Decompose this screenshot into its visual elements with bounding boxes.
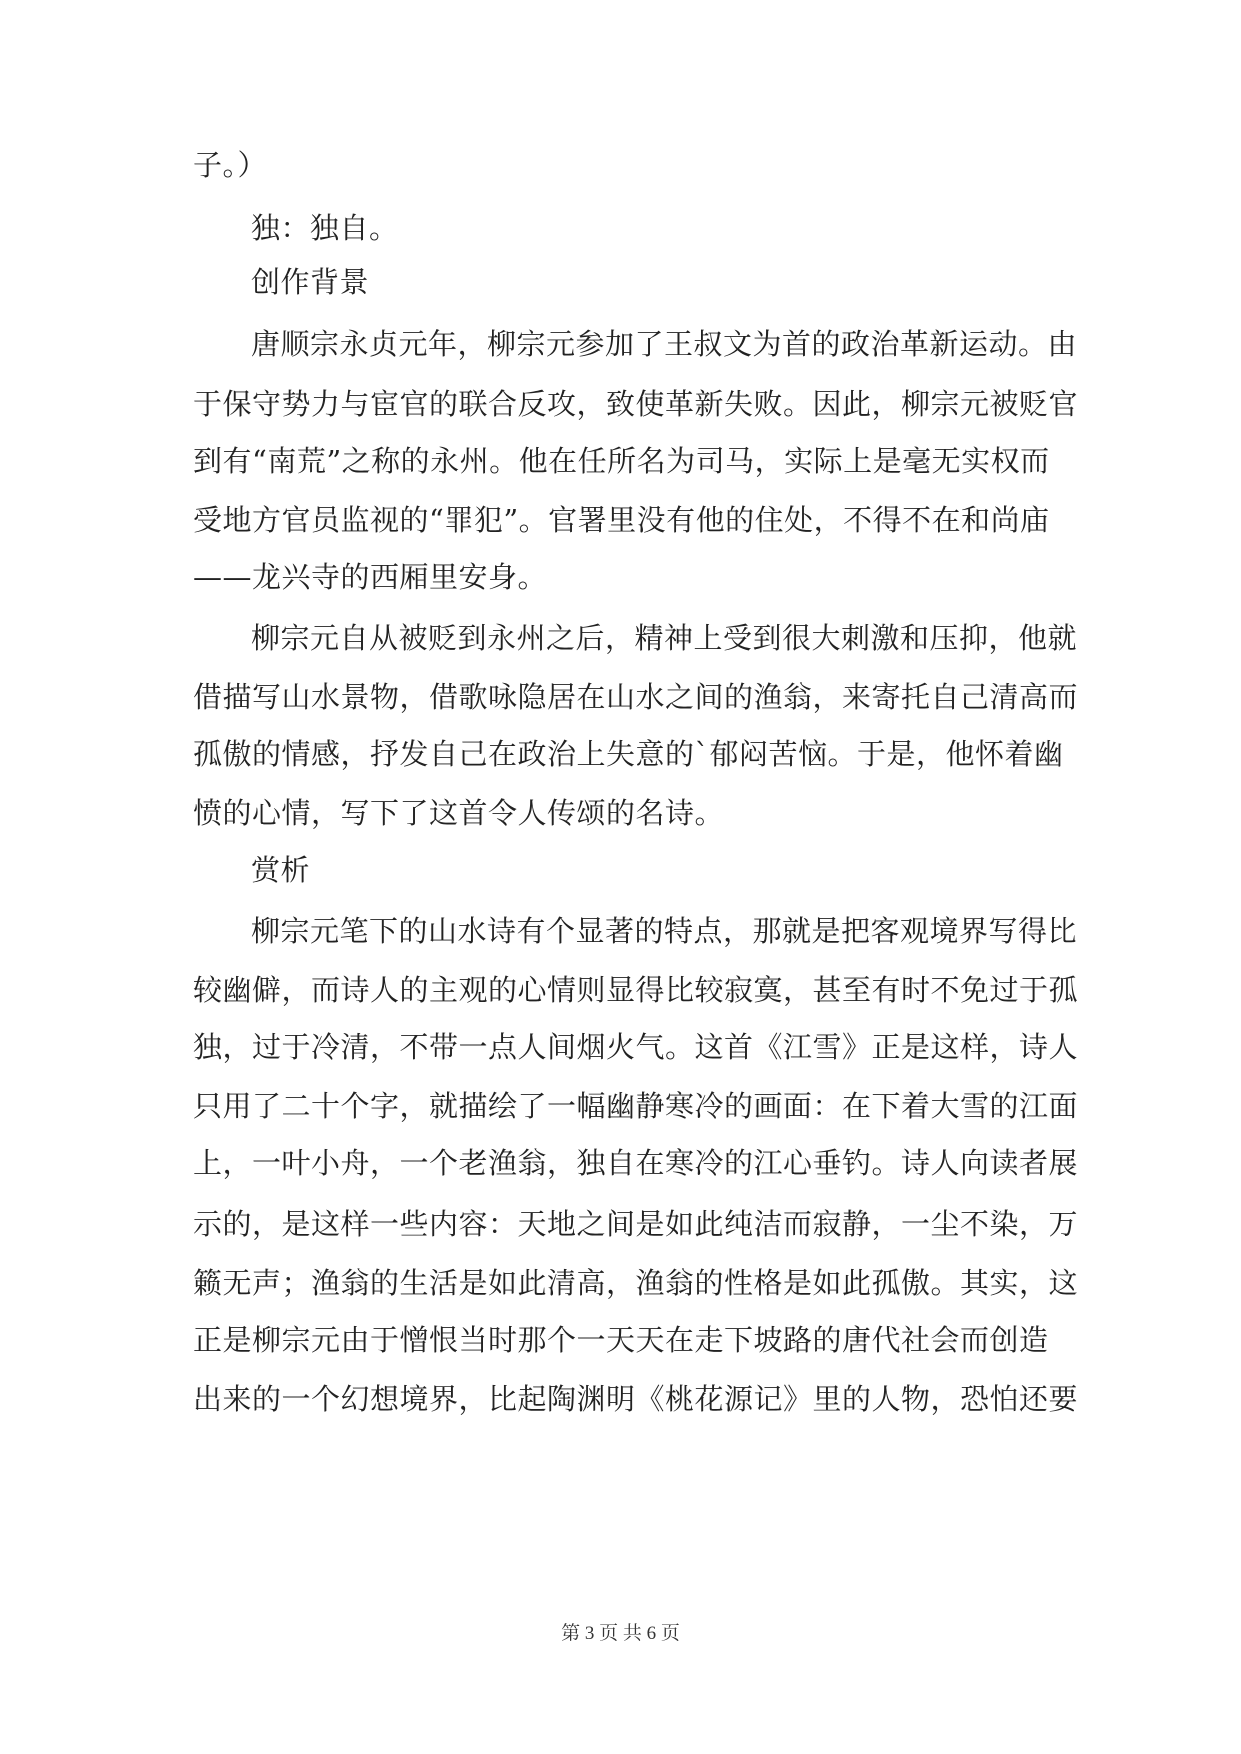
text-line: 示的，是这样一些内容：天地之间是如此纯洁而寂静，一尘不染，万 [193, 1207, 1079, 1241]
text-line: 子。） [193, 148, 268, 182]
page-footer: 第 3 页 共 6 页 [561, 1623, 680, 1644]
text-line: 借描写山水景物，借歌咏隐居在山水之间的渔翁，来寄托自己清高而 [193, 680, 1079, 714]
section-heading: 创作背景 [251, 265, 370, 299]
text-line: 唐顺宗永贞元年，柳宗元参加了王叔文为首的政治革新运动。由 [251, 327, 1078, 361]
text-line: 柳宗元自从被贬到永州之后，精神上受到很大刺激和压抑，他就 [251, 621, 1078, 655]
text-line: 正是柳宗元由于憎恨当时那个一天天在走下坡路的唐代社会而创造 [193, 1323, 1049, 1357]
text-line: 较幽僻，而诗人的主观的心情则显得比较寂寞，甚至有时不免过于孤 [193, 973, 1079, 1007]
text-line: 受地方官员监视的“罪犯”。官署里没有他的住处，不得不在和尚庙 [193, 503, 1050, 537]
text-line: 于保守势力与宦官的联合反攻，致使革新失败。因此，柳宗元被贬官 [193, 387, 1079, 421]
text-line: ——龙兴寺的西厢里安身。 [193, 560, 548, 594]
text-line: 独：独自。 [251, 211, 399, 245]
text-line: 独，过于冷清，不带一点人间烟火气。这首《江雪》正是这样，诗人 [193, 1030, 1079, 1064]
text-line: 孤傲的情感，抒发自己在政治上失意的`郁闷苦恼。于是，他怀着幽 [193, 737, 1064, 771]
text-line: 愤的心情，写下了这首令人传颂的名诗。 [193, 796, 725, 830]
text-line: 出来的一个幻想境界，比起陶渊明《桃花源记》里的人物，恐怕还要 [193, 1382, 1079, 1416]
section-heading: 赏析 [251, 853, 311, 887]
text-line: 上，一叶小舟，一个老渔翁，独自在寒冷的江心垂钓。诗人向读者展 [193, 1146, 1079, 1180]
text-line: 籁无声；渔翁的生活是如此清高，渔翁的性格是如此孤傲。其实，这 [193, 1266, 1079, 1300]
text-line: 柳宗元笔下的山水诗有个显著的特点，那就是把客观境界写得比 [251, 914, 1078, 948]
text-line: 只用了二十个字，就描绘了一幅幽静寒冷的画面：在下着大雪的江面 [193, 1089, 1079, 1123]
text-line: 到有“南荒”之称的永州。他在任所名为司马，实际上是毫无实权而 [193, 444, 1050, 478]
